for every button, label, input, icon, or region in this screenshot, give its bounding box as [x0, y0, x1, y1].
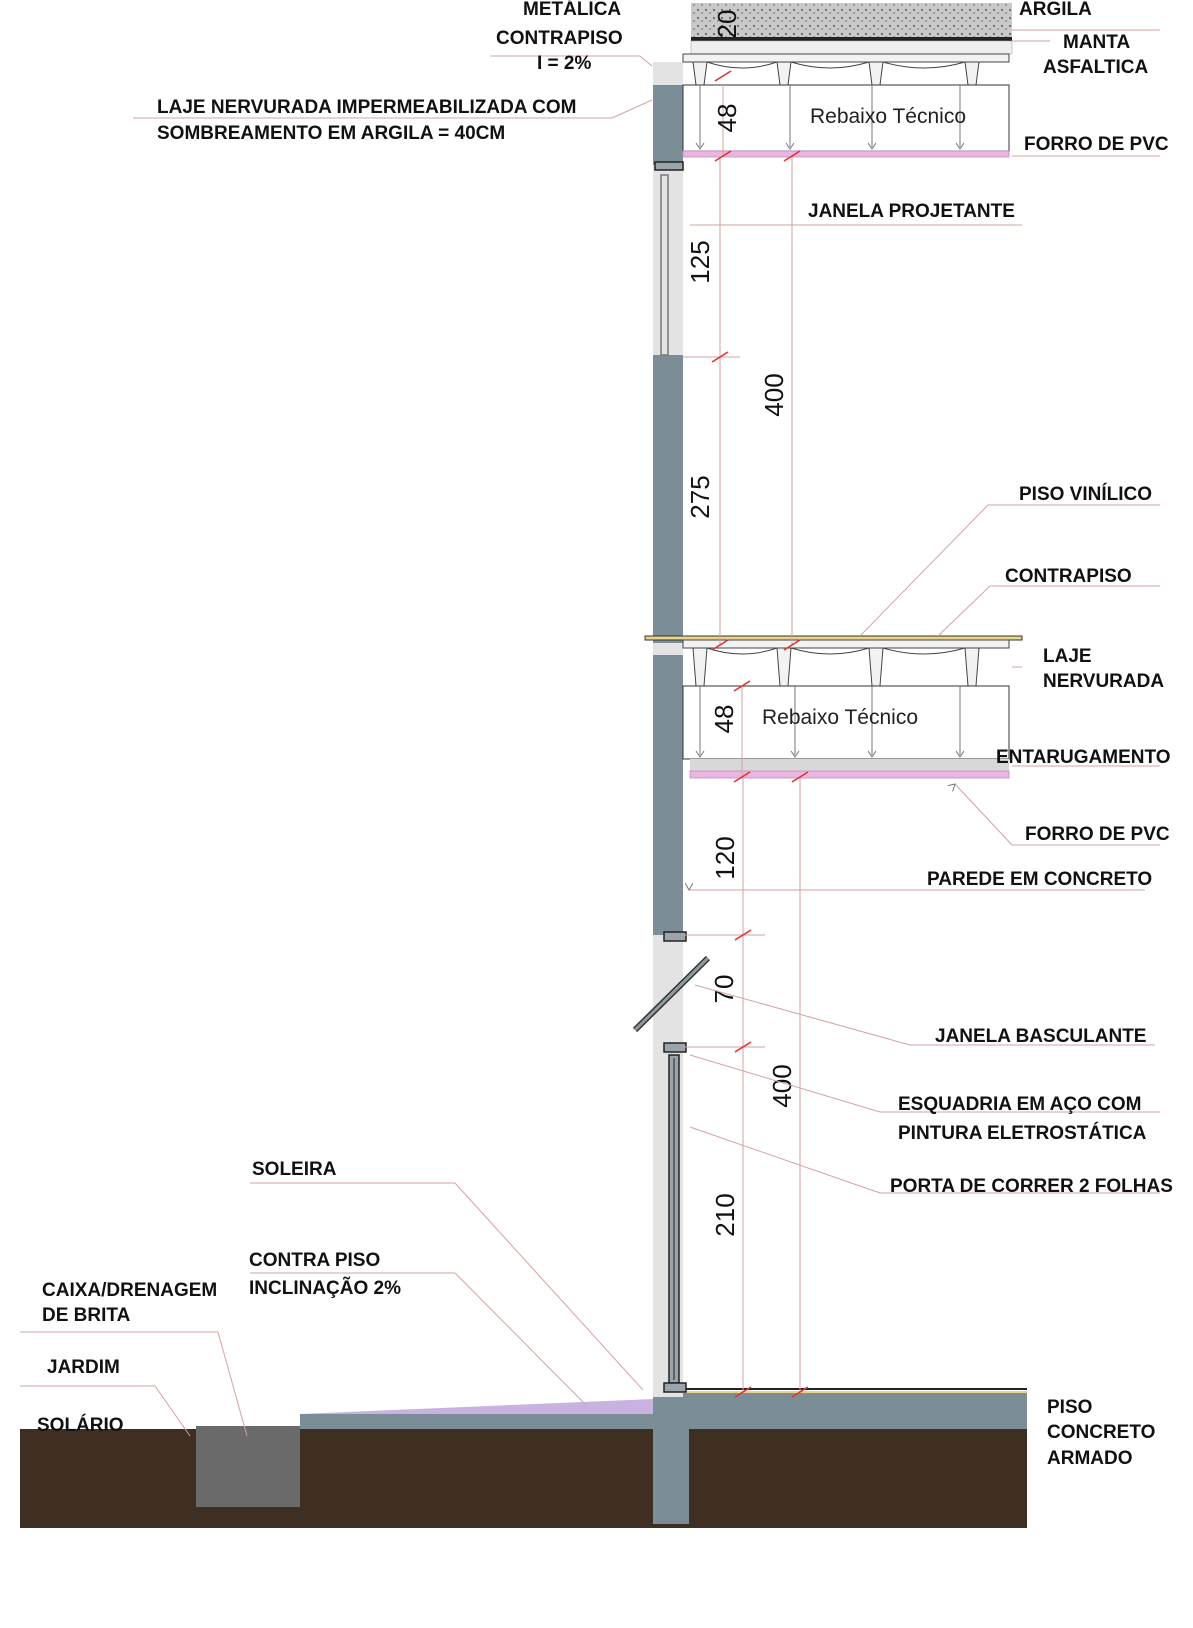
label-argila: ARGILA	[1019, 0, 1092, 20]
dim-basculante: 70	[709, 974, 739, 1004]
label-forro-mid: FORRO DE PVC	[1025, 824, 1170, 845]
dim-rebaixo-top: 48	[712, 103, 742, 133]
label-laje-impermeabilizada: LAJE NERVURADA IMPERMEABILIZADA COM	[157, 97, 577, 118]
concrete-wall-upper	[653, 85, 683, 165]
label-pintura: PINTURA ELETROSTÁTICA	[898, 1123, 1147, 1144]
slab-void	[791, 648, 869, 654]
label-metalica: METÁLICA	[523, 0, 622, 20]
label-de-brita: DE BRITA	[42, 1305, 131, 1326]
label-janela-projetante: JANELA PROJETANTE	[808, 201, 1015, 222]
label-slope-top: I = 2%	[537, 53, 592, 74]
label-inclinacao: INCLINAÇÃO 2%	[249, 1278, 402, 1299]
label-piso-vinilico: PISO VINÍLICO	[1019, 484, 1153, 505]
dim-total-lower: 400	[767, 1064, 797, 1108]
rebaixo-label-mid: Rebaixo Técnico	[761, 706, 919, 729]
label-entarugamento: ENTARUGAMENTO	[996, 747, 1171, 768]
brita-drainage-box	[196, 1426, 300, 1507]
rebaixo-label-top: Rebaixo Técnico	[809, 105, 967, 128]
slab-rib	[777, 62, 791, 85]
entarugamento-strip	[690, 759, 1009, 771]
slab-rib	[693, 62, 707, 85]
slab-void	[883, 648, 965, 654]
vinyl-floor	[645, 636, 1022, 640]
label-laje: LAJE	[1043, 646, 1092, 667]
soleira-block	[664, 1383, 686, 1392]
slab-flange	[683, 54, 1009, 62]
dim-argila: 20	[712, 9, 742, 39]
window-frame-top	[655, 162, 683, 170]
label-concreto: CONCRETO	[1047, 1422, 1156, 1443]
dimension-tick	[715, 71, 731, 81]
concrete-wall-middle	[653, 355, 683, 643]
slab-void	[883, 62, 965, 68]
slab-rib	[965, 648, 979, 686]
label-asfaltica: ASFALTICA	[1043, 57, 1149, 78]
concrete-wall-lower	[653, 655, 683, 935]
dim-total-upper: 400	[759, 373, 789, 417]
label-nervurada: NERVURADA	[1043, 671, 1165, 692]
label-contra-piso: CONTRA PISO	[249, 1250, 381, 1271]
top-contrapiso	[691, 41, 1012, 54]
label-manta: MANTA	[1063, 32, 1131, 53]
label-forro-top: FORRO DE PVC	[1024, 134, 1169, 155]
dim-janela-projetante: 125	[685, 240, 715, 284]
window-frame-mid	[664, 932, 686, 941]
label-piso: PISO	[1047, 1397, 1093, 1418]
label-porta-correr: PORTA DE CORRER 2 FOLHAS	[890, 1176, 1173, 1197]
slab-void	[791, 62, 869, 68]
slab-flange	[683, 640, 1009, 648]
contra-piso-sloped	[300, 1399, 653, 1414]
label-caixa-drenagem: CAIXA/DRENAGEM	[42, 1280, 218, 1301]
dim-rebaixo-mid: 48	[709, 704, 739, 734]
label-armado: ARMADO	[1047, 1448, 1133, 1469]
slab-rib	[965, 62, 979, 85]
label-contrapiso-top: CONTRAPISO	[496, 28, 623, 49]
slab-rib	[777, 648, 791, 686]
slab-void	[707, 648, 777, 654]
slab-rib	[693, 648, 707, 686]
ground-slab	[653, 1393, 1027, 1429]
label-soleira: SOLEIRA	[252, 1159, 337, 1180]
label-sombreamento: SOMBREAMENTO EM ARGILA = 40CM	[157, 123, 506, 144]
dim-wall-upper: 275	[685, 475, 715, 519]
label-esquadria: ESQUADRIA EM AÇO COM	[898, 1094, 1142, 1115]
label-parede-concreto: PAREDE EM CONCRETO	[927, 869, 1153, 890]
dim-porta: 210	[710, 1193, 740, 1237]
pvc-ceiling-mid	[690, 771, 1009, 778]
label-contrapiso-mid: CONTRAPISO	[1005, 566, 1132, 587]
ribbed-slab-mid	[683, 640, 1009, 686]
slab-rib	[869, 62, 883, 85]
label-jardim: JARDIM	[47, 1357, 120, 1378]
pvc-ceiling-top	[683, 151, 1009, 157]
slab-rib	[869, 648, 883, 686]
door-frame-top	[664, 1043, 686, 1052]
solario-slab	[300, 1414, 653, 1429]
slab-void	[707, 62, 777, 68]
ribbed-slab-top	[683, 54, 1009, 85]
label-solario: SOLÁRIO	[37, 1415, 124, 1436]
dim-wall-lower: 120	[710, 836, 740, 880]
label-janela-basculante: JANELA BASCULANTE	[935, 1026, 1147, 1047]
soil	[20, 1429, 1027, 1528]
